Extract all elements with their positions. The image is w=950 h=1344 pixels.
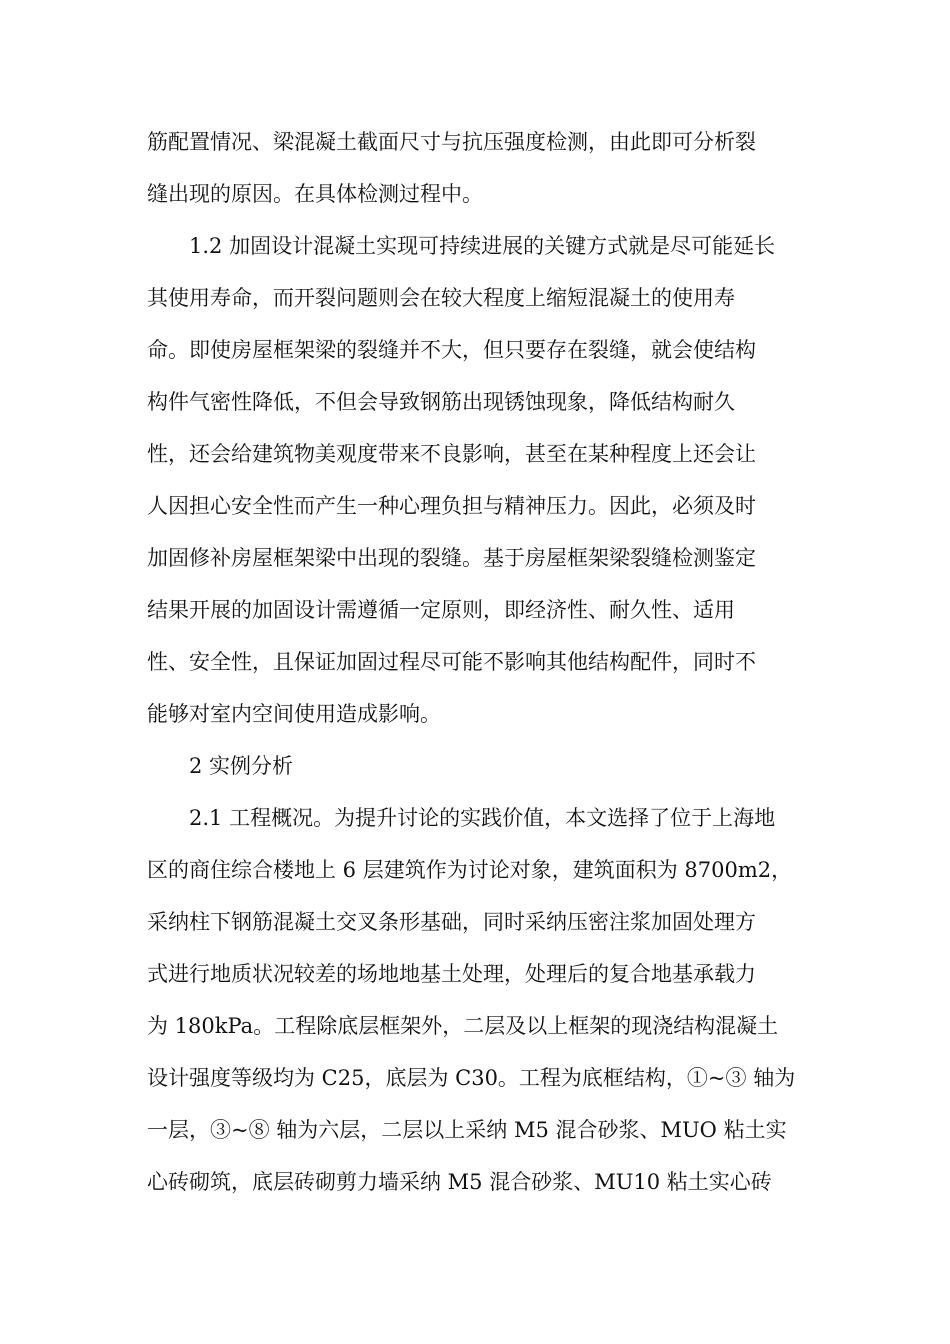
document-body — [147, 116, 807, 1208]
text-line: 人因担心安全性而产生一种心理负担与精神压力。因此，必须及时 — [147, 494, 756, 518]
text-line: 1.2 加固设计混凝土实现可持续进展的关键方式就是尽可能延长 — [189, 234, 776, 258]
text-line: 性，还会给建筑物美观度带来不良影响，甚至在某种程度上还会让 — [147, 442, 756, 466]
text-line: 其使用寿命，而开裂问题则会在较大程度上缩短混凝土的使用寿 — [147, 286, 735, 310]
text-line: 式进行地质状况较差的场地地基土处理，处理后的复合地基承载力 — [147, 962, 756, 986]
text-line: 缝出现的原因。在具体检测过程中。 — [147, 182, 483, 206]
text-line: 构件气密性降低，不但会导致钢筋出现锈蚀现象，降低结构耐久 — [147, 390, 735, 414]
text-line: 能够对室内空间使用造成影响。 — [147, 702, 441, 726]
text-line: 一层，③~⑧ 轴为六层，二层以上采纳 M5 混合砂浆、MUO 粘土实 — [147, 1118, 787, 1142]
text-line: 采纳柱下钢筋混凝土交叉条形基础，同时采纳压密注浆加固处理方 — [147, 910, 756, 934]
text-line: 心砖砌筑，底层砖砌剪力墙采纳 M5 混合砂浆、MU10 粘土实心砖 — [147, 1170, 772, 1194]
text-line: 设计强度等级均为 C25，底层为 C30。工程为底框结构，①~③ 轴为 — [147, 1066, 796, 1090]
text-line: 加固修补房屋框架梁中出现的裂缝。基于房屋框架梁裂缝检测鉴定 — [147, 546, 756, 570]
text-line: 区的商住综合楼地上 6 层建筑作为讨论对象，建筑面积为 8700m2， — [147, 858, 793, 882]
text-line: 性、安全性，且保证加固过程尽可能不影响其他结构配件，同时不 — [147, 650, 756, 674]
text-line: 筋配置情况、梁混凝土截面尺寸与抗压强度检测，由此即可分析裂 — [147, 130, 756, 154]
section-heading: 2 实例分析 — [189, 754, 294, 778]
text-line: 命。即使房屋框架梁的裂缝并不大，但只要存在裂缝，就会使结构 — [147, 338, 756, 362]
text-line: 2.1 工程概况。为提升讨论的实践价值，本文选择了位于上海地 — [189, 806, 776, 830]
text-line: 为 180kPa。工程除底层框架外，二层及以上框架的现浇结构混凝土 — [147, 1014, 779, 1038]
text-line: 结果开展的加固设计需遵循一定原则，即经济性、耐久性、适用 — [147, 598, 735, 622]
